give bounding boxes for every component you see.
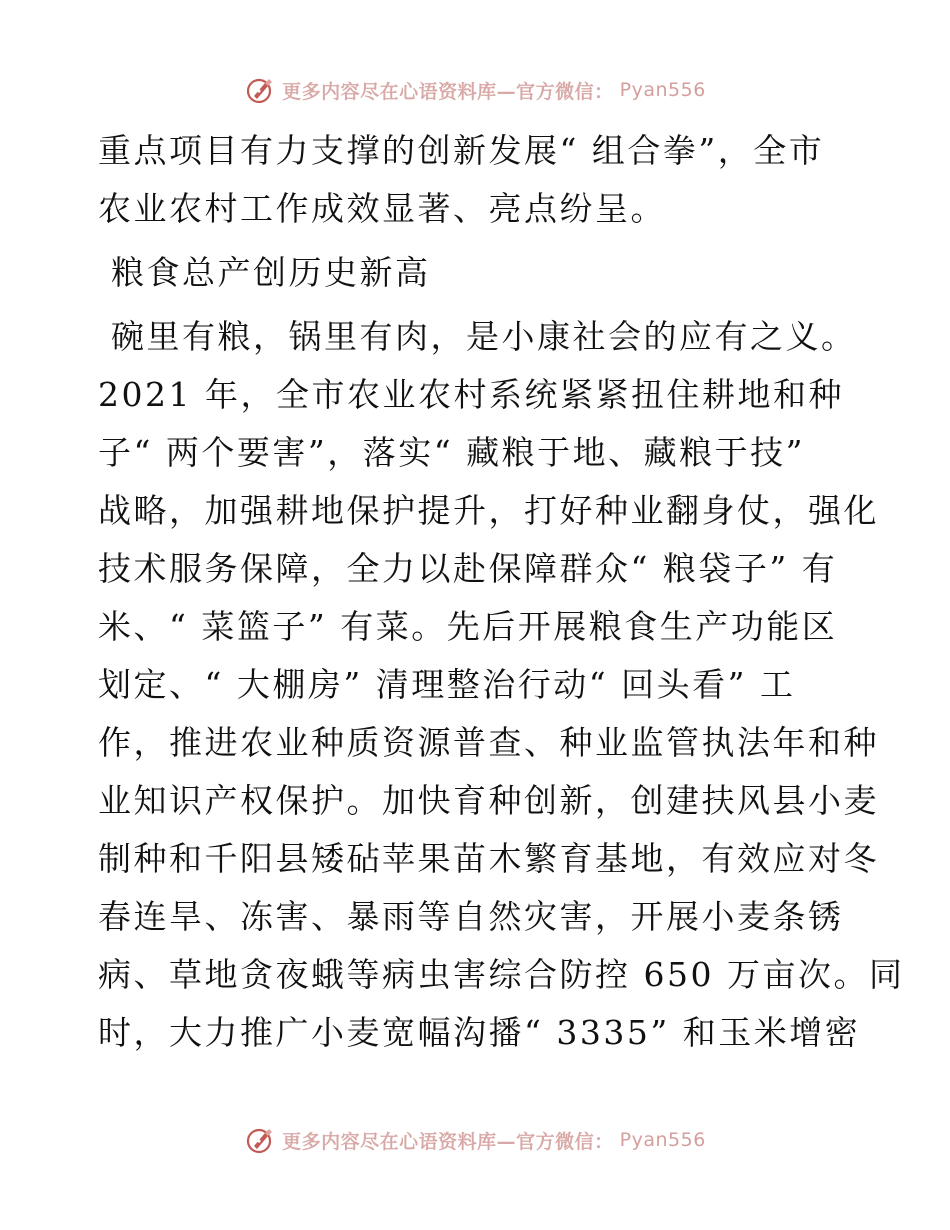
text-line: 业知识产权保护。加快育种创新，创建扶风县小麦	[98, 781, 879, 820]
text-line: 子“ 两个要害”，落实“ 藏粮于地、藏粮于技”	[98, 433, 805, 472]
text-line: 病、草地贪夜蛾等病虫害综合防控 650 万亩次。同	[98, 955, 905, 994]
text-line: 春连旱、冻害、暴雨等自然灾害，开展小麦条锈	[98, 897, 844, 936]
document-body	[98, 122, 905, 1062]
watermark-wechat-id: Pyan556	[619, 79, 706, 101]
text-line: 作，推进农业种质资源普查、种业监管执法年和种	[98, 723, 879, 762]
text-line: 制种和千阳县矮砧苹果苗木繁育基地，有效应对冬	[98, 839, 879, 878]
watermark-header	[0, 70, 950, 110]
text-line: 重点项目有力支撑的创新发展“ 组合拳”，全市	[98, 131, 825, 170]
text-line: 农业农村工作成效显著、亮点纷呈。	[98, 189, 666, 228]
text-line: 2021 年，全市农业农村系统紧紧扭住耕地和种	[98, 375, 844, 414]
text-line: 划定、“ 大棚房” 清理整治行动“ 回头看” 工	[98, 665, 796, 704]
text-line: 时，大力推广小麦宽幅沟播“ 3335” 和玉米增密	[98, 1013, 861, 1052]
watermark-text: 更多内容尽在心语资料库—官方微信：	[282, 1130, 614, 1153]
pen-nib-circle-icon	[244, 1124, 276, 1156]
text-line: 技术服务保障，全力以赴保障群众“ 粮袋子” 有	[98, 549, 838, 588]
text-line: 战略，加强耕地保护提升，打好种业翻身仗，强化	[98, 491, 879, 530]
section-heading: 粮食总产创历史新高	[98, 253, 431, 292]
pen-nib-circle-icon	[244, 74, 276, 106]
text-line: 米、“ 菜篮子” 有菜。先后开展粮食生产功能区	[98, 607, 838, 646]
watermark-footer	[0, 1120, 950, 1160]
watermark-text: 更多内容尽在心语资料库—官方微信：	[282, 80, 614, 103]
text-line: 碗里有粮，锅里有肉，是小康社会的应有之义。	[98, 317, 857, 356]
watermark-wechat-id: Pyan556	[619, 1129, 706, 1151]
